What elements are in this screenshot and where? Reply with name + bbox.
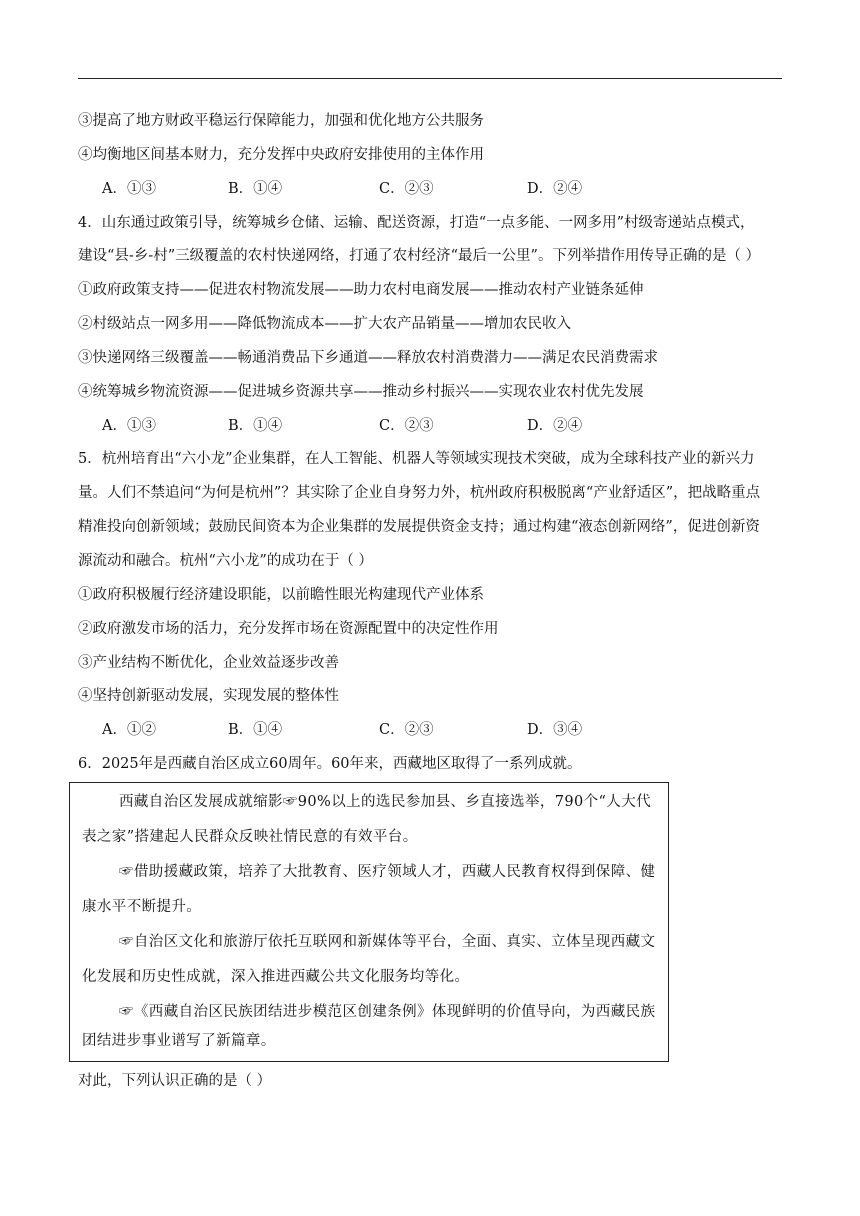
q6-box-p3-line-2: 化发展和历史性成就，深入推进西藏公共文化服务均等化。 [82, 969, 470, 985]
q6-box-p2-line-1: ☞借助援藏政策，培养了大批教育、医疗领域人才，西藏人民教育权得到保障、健 [119, 864, 656, 880]
q5-item-3: ③产业结构不断优化，企业效益逐步改善 [78, 655, 339, 671]
q5-option-d[interactable]: D．③④ [527, 722, 583, 738]
q3-option-a[interactable]: A．①③ [102, 181, 156, 197]
q4-option-d[interactable]: D．②④ [527, 418, 583, 434]
q4-item-4: ④统筹城乡物流资源——促进城乡资源共享——推动乡村振兴——实现农业农村优先发展 [78, 384, 644, 400]
q6-box-p1-line-2: 表之家”搭建起人民群众反映社情民意的有效平台。 [82, 829, 418, 845]
q4-option-b[interactable]: B．①④ [228, 418, 283, 434]
q5-stem-line-1: 5．杭州培育出“六小龙”企业集群，在人工智能、机器人等领域实现技术突破，成为全球科技产业的新兴力 [78, 451, 755, 467]
q6-stem: 6．2025年是西藏自治区成立60周年。60年来，西藏地区取得了一系列成就。 [78, 756, 582, 772]
q3-option-b[interactable]: B．①④ [228, 181, 283, 197]
q5-stem-line-4: 源流动和融合。杭州“六小龙”的成功在于（ ） [78, 553, 373, 569]
q5-option-c[interactable]: C．②③ [379, 722, 434, 738]
q5-stem-line-3: 精准投向创新领域；鼓励民间资本为企业集群的发展提供资金支持；通过构建“液态创新网络”，促进创新资 [78, 519, 760, 535]
q4-item-1: ①政府政策支持——促进农村物流发展——助力农村电商发展——推动农村产业链条延伸 [78, 282, 644, 298]
q5-option-a[interactable]: A．①② [102, 722, 156, 738]
q4-stem-line-1: 4．山东通过政策引导，统筹城乡仓储、运输、配送资源，打造“一点多能、一网多用”村级寄递站点模式， [78, 215, 755, 231]
q4-item-2: ②村级站点一网多用——降低物流成本——扩大农产品销量——增加农民收入 [78, 316, 571, 332]
q6-box-p4-line-2: 团结进步事业谱写了新篇章。 [82, 1033, 276, 1049]
q5-item-2: ②政府激发市场的活力，充分发挥市场在资源配置中的决定性作用 [78, 621, 499, 637]
q3-option-d[interactable]: D．②④ [527, 181, 583, 197]
q4-option-a[interactable]: A．①③ [102, 418, 156, 434]
q5-item-1: ①政府积极履行经济建设职能，以前瞻性眼光构建现代产业体系 [78, 587, 484, 603]
q4-stem-line-2: 建设“县-乡-村”三级覆盖的农村快递网络，打通了农村经济“最后一公里”。下列举措作用传导正确的是（ ） [78, 248, 761, 264]
q4-item-3: ③快递网络三级覆盖——畅通消费品下乡通道——释放农村消费潜力——满足农民消费需求 [78, 350, 658, 366]
q6-material-box [69, 782, 669, 1062]
header-rule [78, 78, 782, 79]
q5-option-b[interactable]: B．①④ [228, 722, 283, 738]
q6-box-p2-line-2: 康水平不断提升。 [82, 899, 202, 915]
q6-box-p4-line-1: ☞《西藏自治区民族团结进步模范区创建条例》体现鲜明的价值导向，为西藏民族 [119, 1004, 656, 1020]
q3-option-c[interactable]: C．②③ [379, 181, 434, 197]
q4-option-c[interactable]: C．②③ [379, 418, 434, 434]
q3-item-3: ③提高了地方财政平稳运行保障能力，加强和优化地方公共服务 [78, 113, 484, 129]
q5-stem-line-2: 量。人们不禁追问“为何是杭州”？其实除了企业自身努力外，杭州政府积极脱离“产业舒适区”，把战略重点 [78, 485, 761, 501]
q5-item-4: ④坚持创新驱动发展，实现发展的整体性 [78, 688, 339, 704]
q6-question: 对此，下列认识正确的是（ ） [78, 1073, 272, 1089]
q3-item-4: ④均衡地区间基本财力，充分发挥中央政府安排使用的主体作用 [78, 147, 484, 163]
q6-box-p3-line-1: ☞自治区文化和旅游厅依托互联网和新媒体等平台，全面、真实、立体呈现西藏文 [119, 934, 656, 950]
q6-box-p1-line-1: 西藏自治区发展成就缩影☞90%以上的选民参加县、乡直接选举，790个“人大代 [119, 794, 652, 810]
